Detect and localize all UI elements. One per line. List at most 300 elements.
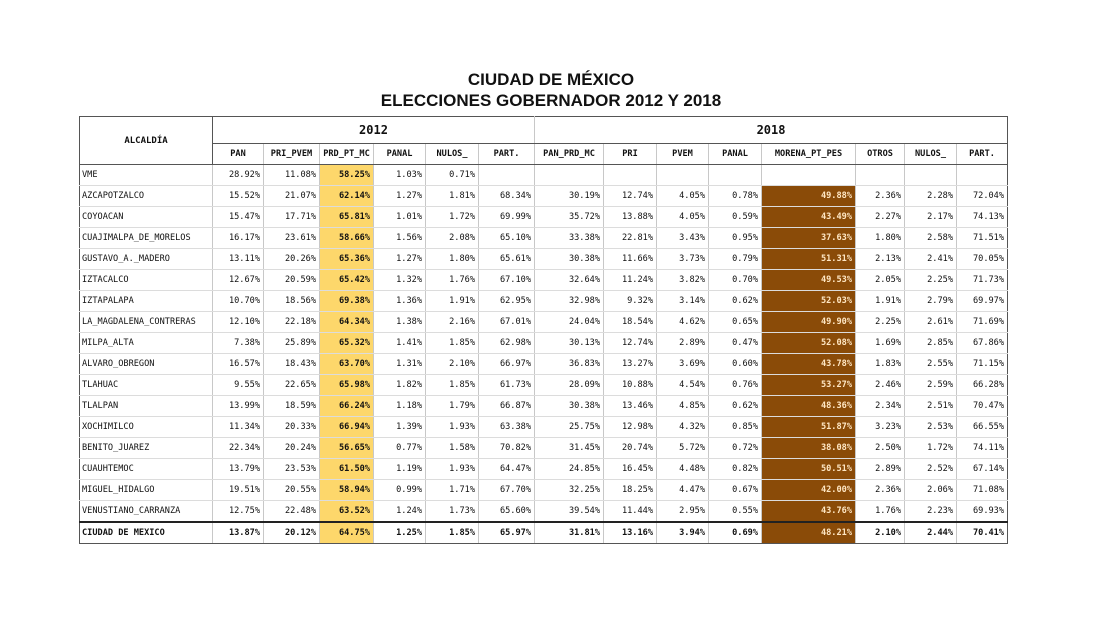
cell-value: 7.38% [213,333,264,354]
cell-value: 2.05% [856,270,905,291]
table-row [80,312,1008,333]
cell-value: 2.34% [856,396,905,417]
cell-value: 58.66% [320,228,374,249]
column-header-2012-panal: PANAL [374,144,426,165]
alcaldia-name: MILPA_ALTA [80,333,213,354]
alcaldia-name: VME [80,165,213,186]
cell-value [856,165,905,186]
cell-value: 1.85% [426,333,479,354]
cell-value: 66.24% [320,396,374,417]
cell-value: 2.23% [905,501,957,523]
table-row [80,165,1008,186]
cell-value: 16.57% [213,354,264,375]
cell-value: 2.06% [905,480,957,501]
column-header-2012-pan: PAN [213,144,264,165]
cell-value: 69.38% [320,291,374,312]
cell-value: 71.73% [957,270,1008,291]
cell-value: 12.74% [604,186,657,207]
cell-value: 13.11% [213,249,264,270]
alcaldia-name: COYOACAN [80,207,213,228]
column-header-2018-panal: PANAL [709,144,762,165]
cell-value: 2.25% [905,270,957,291]
cell-value: 58.25% [320,165,374,186]
cell-value: 67.14% [957,459,1008,480]
cell-value: 1.79% [426,396,479,417]
cell-value: 2.58% [905,228,957,249]
table-body [80,165,1008,544]
cell-value: 1.27% [374,186,426,207]
cell-value: 0.55% [709,501,762,523]
alcaldia-name: IZTACALCO [80,270,213,291]
table-row [80,186,1008,207]
cell-value: 4.32% [657,417,709,438]
cell-value: 2.08% [426,228,479,249]
cell-value: 5.72% [657,438,709,459]
cell-value: 71.15% [957,354,1008,375]
cell-value: 22.34% [213,438,264,459]
cell-value: 25.75% [535,417,604,438]
cell-value: 1.85% [426,375,479,396]
cell-value: 22.48% [264,501,320,523]
cell-value: 2.51% [905,396,957,417]
cell-value: 3.23% [856,417,905,438]
cell-value: 70.05% [957,249,1008,270]
cell-value: 64.34% [320,312,374,333]
cell-value: 23.61% [264,228,320,249]
cell-value: 9.55% [213,375,264,396]
cell-value: 1.39% [374,417,426,438]
cell-value: 51.87% [762,417,856,438]
cell-value: 49.90% [762,312,856,333]
cell-value: 13.87% [213,522,264,544]
cell-value: 22.81% [604,228,657,249]
title-line-1: CIUDAD DE MÉXICO [467,70,635,89]
table-row [80,354,1008,375]
cell-value: 1.31% [374,354,426,375]
cell-value: 58.94% [320,480,374,501]
cell-value: 0.67% [709,480,762,501]
cell-value: 69.93% [957,501,1008,523]
cell-value: 50.51% [762,459,856,480]
cell-value: 1.81% [426,186,479,207]
cell-value: 4.62% [657,312,709,333]
cell-value: 67.86% [957,333,1008,354]
cell-value: 1.80% [856,228,905,249]
cell-value: 13.16% [604,522,657,544]
cell-value: 69.99% [479,207,535,228]
cell-value: 20.33% [264,417,320,438]
cell-value: 72.04% [957,186,1008,207]
cell-value: 66.94% [320,417,374,438]
cell-value: 66.55% [957,417,1008,438]
cell-value: 2.28% [905,186,957,207]
cell-value: 1.56% [374,228,426,249]
cell-value: 1.03% [374,165,426,186]
alcaldia-name: IZTAPALAPA [80,291,213,312]
cell-value: 65.98% [320,375,374,396]
cell-value: 4.05% [657,186,709,207]
year-2018-header: 2018 [535,117,1008,144]
cell-value: 3.43% [657,228,709,249]
cell-value: 1.83% [856,354,905,375]
alcaldia-name: VENUSTIANO_CARRANZA [80,501,213,523]
cell-value: 1.76% [856,501,905,523]
cell-value: 67.70% [479,480,535,501]
column-header-2018-nulos: NULOS_ [905,144,957,165]
cell-value [604,165,657,186]
cell-value: 22.65% [264,375,320,396]
column-header-2018-otros: OTROS [856,144,905,165]
cell-value: 1.58% [426,438,479,459]
cell-value: 18.56% [264,291,320,312]
title-line-2: ELECCIONES GOBERNADOR 2012 Y 2018 [380,91,722,110]
cell-value: 15.52% [213,186,264,207]
cell-value: 65.61% [479,249,535,270]
cell-value: 1.18% [374,396,426,417]
cell-value: 43.49% [762,207,856,228]
cell-value: 0.85% [709,417,762,438]
column-header-2012-pri-pvem: PRI_PVEM [264,144,320,165]
column-header-2018-pri: PRI [604,144,657,165]
total-row [80,522,1008,544]
cell-value: 65.32% [320,333,374,354]
alcaldia-name: XOCHIMILCO [80,417,213,438]
column-header-2012-part: PART. [479,144,535,165]
table-row [80,417,1008,438]
alcaldia-name: ALVARO_OBREGON [80,354,213,375]
cell-value: 1.01% [374,207,426,228]
cell-value: 32.64% [535,270,604,291]
cell-value: 0.79% [709,249,762,270]
cell-value: 0.77% [374,438,426,459]
cell-value: 2.27% [856,207,905,228]
cell-value: 38.08% [762,438,856,459]
cell-value: 1.91% [426,291,479,312]
cell-value: 2.53% [905,417,957,438]
cell-value: 31.81% [535,522,604,544]
cell-value: 69.97% [957,291,1008,312]
cell-value: 1.91% [856,291,905,312]
alcaldia-name: BENITO_JUAREZ [80,438,213,459]
alcaldia-name: MIGUEL_HIDALGO [80,480,213,501]
cell-value: 43.76% [762,501,856,523]
cell-value: 4.05% [657,207,709,228]
cell-value: 65.60% [479,501,535,523]
cell-value: 1.85% [426,522,479,544]
cell-value: 0.69% [709,522,762,544]
cell-value: 1.24% [374,501,426,523]
cell-value: 2.44% [905,522,957,544]
cell-value: 70.41% [957,522,1008,544]
cell-value: 30.19% [535,186,604,207]
cell-value: 13.46% [604,396,657,417]
cell-value: 11.08% [264,165,320,186]
alcaldia-name: CUAUHTEMOC [80,459,213,480]
cell-value: 2.36% [856,480,905,501]
cell-value: 0.47% [709,333,762,354]
alcaldia-name: TLALPAN [80,396,213,417]
cell-value: 1.93% [426,459,479,480]
alcaldia-name: AZCAPOTZALCO [80,186,213,207]
cell-value: 20.26% [264,249,320,270]
cell-value: 62.98% [479,333,535,354]
cell-value: 70.82% [479,438,535,459]
cell-value: 2.61% [905,312,957,333]
cell-value: 13.99% [213,396,264,417]
table-row [80,501,1008,523]
cell-value [709,165,762,186]
cell-value: 19.51% [213,480,264,501]
cell-value: 70.47% [957,396,1008,417]
cell-value: 1.27% [374,249,426,270]
cell-value: 2.89% [657,333,709,354]
cell-value: 61.50% [320,459,374,480]
alcaldia-name: TLAHUAC [80,375,213,396]
cell-value: 53.27% [762,375,856,396]
cell-value: 2.13% [856,249,905,270]
cell-value: 28.92% [213,165,264,186]
cell-value: 36.83% [535,354,604,375]
cell-value: 12.75% [213,501,264,523]
cell-value: 68.34% [479,186,535,207]
cell-value: 49.53% [762,270,856,291]
cell-value: 64.47% [479,459,535,480]
cell-value: 18.54% [604,312,657,333]
cell-value: 48.36% [762,396,856,417]
cell-value: 11.24% [604,270,657,291]
cell-value: 0.72% [709,438,762,459]
cell-value: 71.69% [957,312,1008,333]
cell-value: 11.66% [604,249,657,270]
cell-value: 4.47% [657,480,709,501]
cell-value: 1.80% [426,249,479,270]
cell-value: 65.10% [479,228,535,249]
cell-value: 0.78% [709,186,762,207]
election-results-table [79,116,1008,544]
cell-value: 51.31% [762,249,856,270]
cell-value: 21.07% [264,186,320,207]
cell-value: 2.59% [905,375,957,396]
cell-value: 0.95% [709,228,762,249]
cell-value: 12.98% [604,417,657,438]
cell-value: 1.76% [426,270,479,291]
cell-value: 52.08% [762,333,856,354]
cell-value: 22.18% [264,312,320,333]
cell-value: 1.19% [374,459,426,480]
cell-value: 20.12% [264,522,320,544]
cell-value: 9.32% [604,291,657,312]
cell-value: 30.38% [535,396,604,417]
alcaldia-name: CIUDAD DE MEXICO [80,522,213,544]
cell-value: 35.72% [535,207,604,228]
cell-value [957,165,1008,186]
cell-value [762,165,856,186]
cell-value: 65.42% [320,270,374,291]
cell-value: 1.73% [426,501,479,523]
cell-value: 3.94% [657,522,709,544]
column-header-2018-pvem: PVEM [657,144,709,165]
cell-value: 2.50% [856,438,905,459]
cell-value: 2.52% [905,459,957,480]
cell-value: 37.63% [762,228,856,249]
cell-value: 42.00% [762,480,856,501]
cell-value: 39.54% [535,501,604,523]
cell-value: 2.46% [856,375,905,396]
cell-value: 20.55% [264,480,320,501]
alcaldia-name: LA_MAGDALENA_CONTRERAS [80,312,213,333]
cell-value: 3.14% [657,291,709,312]
table-row [80,228,1008,249]
cell-value: 18.43% [264,354,320,375]
cell-value: 12.10% [213,312,264,333]
cell-value: 63.52% [320,501,374,523]
cell-value [905,165,957,186]
alcaldia-name: GUSTAVO_A._MADERO [80,249,213,270]
cell-value: 3.82% [657,270,709,291]
cell-value: 0.59% [709,207,762,228]
cell-value: 23.53% [264,459,320,480]
cell-value: 63.70% [320,354,374,375]
cell-value: 52.03% [762,291,856,312]
cell-value: 25.89% [264,333,320,354]
cell-value: 2.41% [905,249,957,270]
cell-value: 65.36% [320,249,374,270]
cell-value: 2.55% [905,354,957,375]
cell-value: 30.13% [535,333,604,354]
table-row [80,270,1008,291]
column-header-2018-pan-prd-mc: PAN_PRD_MC [535,144,604,165]
cell-value: 2.16% [426,312,479,333]
cell-value: 1.82% [374,375,426,396]
cell-value: 71.08% [957,480,1008,501]
table-row [80,333,1008,354]
cell-value: 2.36% [856,186,905,207]
cell-value: 2.79% [905,291,957,312]
year-2012-header: 2012 [213,117,535,144]
cell-value: 1.72% [905,438,957,459]
cell-value: 16.45% [604,459,657,480]
cell-value: 18.25% [604,480,657,501]
cell-value: 32.98% [535,291,604,312]
cell-value: 2.10% [856,522,905,544]
table-row [80,438,1008,459]
cell-value: 0.76% [709,375,762,396]
cell-value [657,165,709,186]
cell-value: 1.25% [374,522,426,544]
cell-value: 74.13% [957,207,1008,228]
cell-value: 2.10% [426,354,479,375]
cell-value: 1.93% [426,417,479,438]
cell-value: 66.87% [479,396,535,417]
table-row [80,291,1008,312]
cell-value: 20.74% [604,438,657,459]
cell-value: 20.24% [264,438,320,459]
cell-value: 28.09% [535,375,604,396]
cell-value: 31.45% [535,438,604,459]
cell-value: 65.81% [320,207,374,228]
cell-value: 13.88% [604,207,657,228]
table-row [80,249,1008,270]
cell-value: 4.54% [657,375,709,396]
cell-value: 3.73% [657,249,709,270]
cell-value: 2.89% [856,459,905,480]
cell-value: 71.51% [957,228,1008,249]
cell-value: 0.62% [709,396,762,417]
cell-value: 61.73% [479,375,535,396]
cell-value: 62.95% [479,291,535,312]
table-row [80,396,1008,417]
cell-value: 65.97% [479,522,535,544]
cell-value: 10.70% [213,291,264,312]
cell-value: 0.70% [709,270,762,291]
cell-value: 17.71% [264,207,320,228]
column-header-2018-part: PART. [957,144,1008,165]
cell-value: 32.25% [535,480,604,501]
cell-value: 74.11% [957,438,1008,459]
cell-value: 66.97% [479,354,535,375]
cell-value: 62.14% [320,186,374,207]
cell-value: 2.25% [856,312,905,333]
cell-value: 64.75% [320,522,374,544]
cell-value: 33.38% [535,228,604,249]
cell-value: 11.34% [213,417,264,438]
cell-value: 1.71% [426,480,479,501]
cell-value: 1.32% [374,270,426,291]
cell-value: 0.60% [709,354,762,375]
cell-value: 11.44% [604,501,657,523]
cell-value: 16.17% [213,228,264,249]
cell-value: 0.71% [426,165,479,186]
cell-value: 1.38% [374,312,426,333]
cell-value: 3.69% [657,354,709,375]
cell-value: 48.21% [762,522,856,544]
column-header-2012-prd-pt-mc: PRD_PT_MC [320,144,374,165]
alcaldia-header: ALCALDÍA [80,117,213,165]
cell-value: 10.88% [604,375,657,396]
cell-value: 0.62% [709,291,762,312]
cell-value: 12.67% [213,270,264,291]
cell-value: 1.41% [374,333,426,354]
cell-value: 43.78% [762,354,856,375]
cell-value: 30.38% [535,249,604,270]
table-row [80,207,1008,228]
table-row [80,459,1008,480]
cell-value: 67.01% [479,312,535,333]
cell-value: 15.47% [213,207,264,228]
cell-value: 24.85% [535,459,604,480]
cell-value: 20.59% [264,270,320,291]
cell-value: 13.79% [213,459,264,480]
table-row [80,375,1008,396]
cell-value: 13.27% [604,354,657,375]
cell-value [535,165,604,186]
alcaldia-name: CUAJIMALPA_DE_MORELOS [80,228,213,249]
cell-value: 1.36% [374,291,426,312]
cell-value: 4.48% [657,459,709,480]
column-header-2018-morena-pt-pes: MORENA_PT_PES [762,144,856,165]
cell-value: 49.88% [762,186,856,207]
cell-value: 1.69% [856,333,905,354]
cell-value [479,165,535,186]
cell-value: 2.17% [905,207,957,228]
cell-value: 67.10% [479,270,535,291]
cell-value: 4.85% [657,396,709,417]
cell-value: 0.65% [709,312,762,333]
cell-value: 0.82% [709,459,762,480]
cell-value: 66.28% [957,375,1008,396]
cell-value: 1.72% [426,207,479,228]
column-header-2012-nulos: NULOS_ [426,144,479,165]
